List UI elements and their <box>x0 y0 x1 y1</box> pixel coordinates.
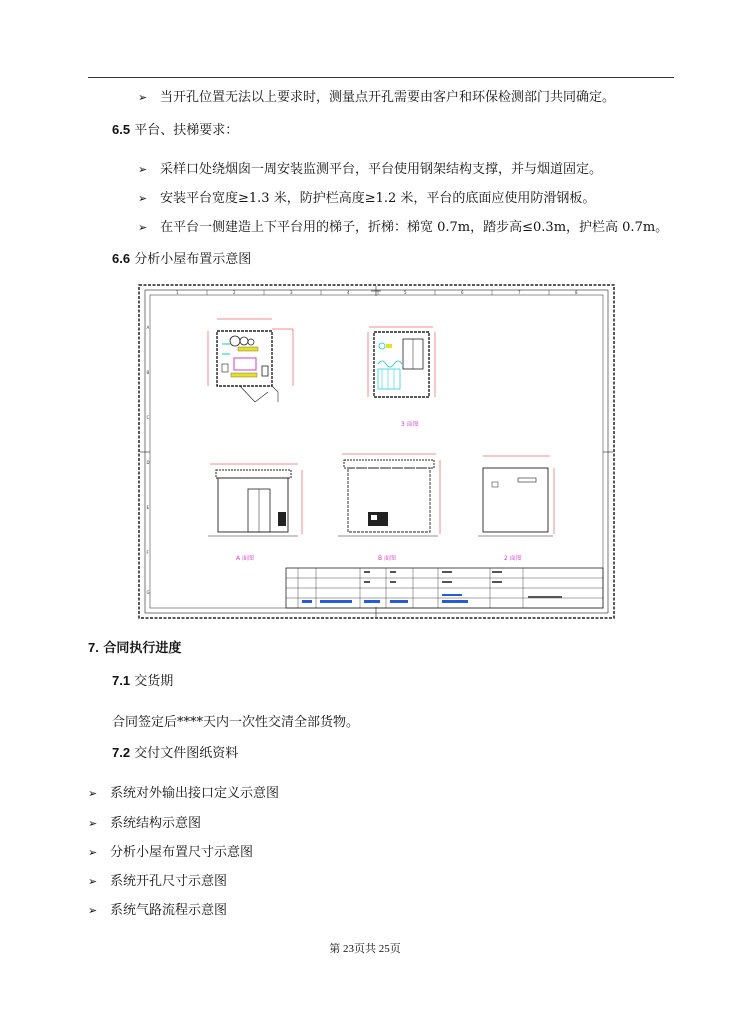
svg-text:G: G <box>146 590 150 595</box>
svg-text:2 面图: 2 面图 <box>504 555 522 562</box>
analysis-shelter-layout-drawing <box>138 284 615 619</box>
svg-text:3: 3 <box>290 290 293 295</box>
svg-text:C: C <box>146 415 150 420</box>
svg-text:4: 4 <box>347 290 350 295</box>
list-item: ➢ 系统对外输出接口定义示意图 <box>88 786 280 801</box>
row-letters <box>147 325 150 595</box>
elevation-2 <box>478 456 554 562</box>
svg-text:5: 5 <box>404 290 407 295</box>
inner-frame <box>145 290 608 613</box>
svg-text:6: 6 <box>461 290 464 295</box>
side-view-3 <box>368 327 435 428</box>
svg-text:B: B <box>146 370 150 375</box>
section-heading-7-1: 7.1 交货期 <box>112 673 174 689</box>
svg-text:2: 2 <box>233 290 236 295</box>
bullet-item: ➢ 当开孔位置无法以上要求时，测量点开孔需要由客户和环保检测部门共同确定。 <box>138 90 616 105</box>
section-heading-7-2: 7.2 交付文件图纸资料 <box>112 745 239 761</box>
drawing-svg <box>138 284 615 619</box>
bullet-item: ➢ 在平台一侧建造上下平台用的梯子，折梯：梯宽 0.7m，踏步高≤0.3m，护栏高 0.7m。 <box>138 220 669 235</box>
svg-text:1: 1 <box>176 290 179 295</box>
arrow-bullet-icon: ➢ <box>88 787 98 800</box>
svg-text:A 面图: A 面图 <box>236 555 255 562</box>
section-heading-6-5: 6.5 平台、扶梯要求： <box>112 122 239 138</box>
elevation-b <box>338 454 440 562</box>
arrow-bullet-icon: ➢ <box>138 221 148 234</box>
section-heading-6-6: 6.6 分析小屋布置示意图 <box>112 251 252 267</box>
svg-text:E: E <box>146 505 150 510</box>
page-footer: 第 23页共 25页 <box>329 943 401 955</box>
bullet-item: ➢ 安装平台宽度≥1.3 米，防护栏高度≥1.2 米，平台的底面应使用防滑钢板。 <box>138 191 596 206</box>
bullet-item: ➢ 采样口处绕烟囱一周安装监测平台，平台使用钢架结构支撑，并与烟道固定。 <box>138 162 603 177</box>
arrow-bullet-icon: ➢ <box>88 846 98 859</box>
svg-text:7: 7 <box>518 290 521 295</box>
svg-text:A: A <box>146 325 150 330</box>
arrow-bullet-icon: ➢ <box>138 192 148 205</box>
list-item: ➢ 分析小屋布置尺寸示意图 <box>88 845 254 860</box>
arrow-bullet-icon: ➢ <box>138 163 148 176</box>
svg-text:D: D <box>146 460 150 465</box>
svg-text:8: 8 <box>575 290 578 295</box>
svg-text:3 面图: 3 面图 <box>401 421 419 428</box>
header-rule <box>88 77 674 78</box>
list-item: ➢ 系统开孔尺寸示意图 <box>88 874 228 889</box>
arrow-bullet-icon: ➢ <box>138 91 148 104</box>
list-item: ➢ 系统气路流程示意图 <box>88 903 228 918</box>
svg-text:F: F <box>146 550 149 555</box>
arrow-bullet-icon: ➢ <box>88 875 98 888</box>
center-marks <box>140 286 613 617</box>
plan-view <box>208 319 293 402</box>
arrow-bullet-icon: ➢ <box>88 904 98 917</box>
list-item: ➢ 系统结构示意图 <box>88 816 202 831</box>
drawing-frame <box>150 295 603 608</box>
title-block <box>286 568 603 608</box>
delivery-paragraph: 合同签定后****天内一次性交清全部货物。 <box>112 715 360 730</box>
elevation-a <box>208 464 302 562</box>
arrow-bullet-icon: ➢ <box>88 817 98 830</box>
section-heading-7: 7. 合同执行进度 <box>88 640 182 656</box>
svg-text:B 面图: B 面图 <box>378 555 397 562</box>
